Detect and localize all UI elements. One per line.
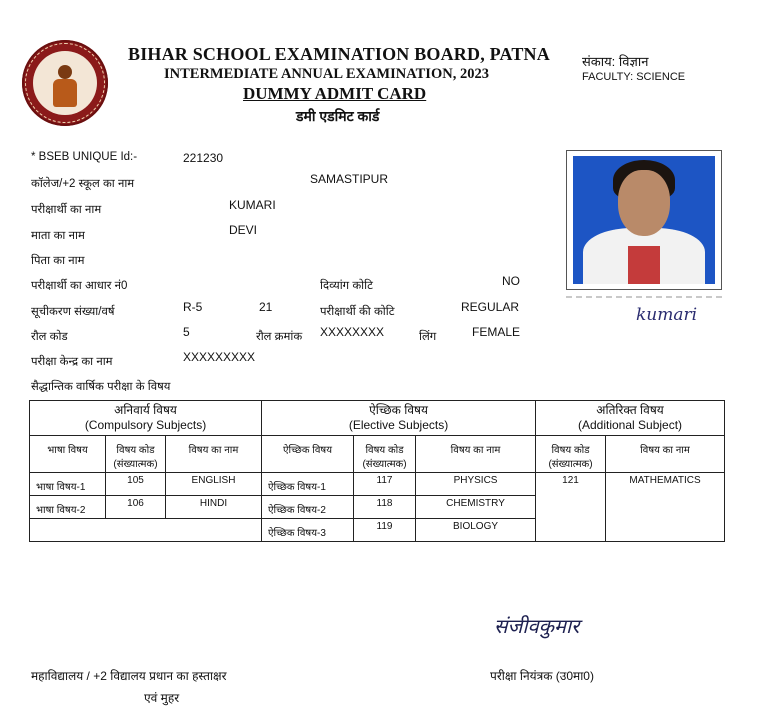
roll-number-label: रौल क्रमांक: [256, 331, 303, 343]
compulsory-group-header: अनिवार्य विषय (Compulsory Subjects): [30, 401, 262, 436]
logo-figure-head: [58, 65, 72, 79]
controller-signature: संजीवकुमार: [494, 614, 580, 638]
category-value: REGULAR: [461, 300, 520, 314]
additional-group-header: अतिरिक्त विषय (Additional Subject): [536, 401, 725, 436]
college-value: SAMASTIPUR: [310, 172, 389, 186]
college-label: कॉलेज/+2 स्कूल का नाम: [31, 178, 135, 190]
col-subject-name: विषय का नाम: [606, 436, 725, 473]
table-row: भाषा विषय-1 105 ENGLISH ऐच्छिक विषय-1 117 PHYSICS 121 MATHEMATICS: [30, 473, 725, 496]
mother-name-label: माता का नाम: [31, 230, 85, 242]
principal-signature-label: महाविद्यालय / +2 विद्यालय प्रधान का हस्ताक्षर: [31, 669, 227, 683]
registration-label: सूचीकरण संख्या/वर्ष: [31, 306, 115, 318]
col-subject-name: विषय का नाम: [416, 436, 536, 473]
col-subject-name: विषय का नाम: [166, 436, 262, 473]
candidate-photo: [566, 150, 722, 290]
principal-seal-label: एवं मुहर: [144, 691, 180, 705]
faculty-hindi: संकाय: विज्ञान: [582, 54, 649, 69]
subjects-heading: सैद्धान्तिक वार्षिक परीक्षा के विषय: [31, 381, 171, 393]
student-name-value: KUMARI: [229, 198, 276, 212]
father-name-label: पिता का नाम: [31, 255, 85, 267]
faculty-english: FACULTY: SCIENCE: [582, 71, 686, 83]
roll-code-label: रौल कोड: [31, 331, 68, 343]
registration-value-a: R-5: [183, 300, 203, 314]
gender-label: लिंग: [419, 331, 437, 343]
disability-value: NO: [502, 274, 520, 288]
col-elective-subject: ऐच्छिक विषय: [262, 436, 354, 473]
logo-figure-body: [53, 79, 77, 107]
registration-value-b: 21: [259, 300, 273, 314]
board-title: BIHAR SCHOOL EXAMINATION BOARD, PATNA: [128, 44, 550, 64]
unique-id-value: 221230: [183, 151, 224, 165]
bseb-logo: [22, 40, 108, 126]
roll-code-value: 5: [183, 325, 190, 339]
col-language-subject: भाषा विषय: [30, 436, 106, 473]
aadhar-label: परीक्षार्थी का आधार नं0: [31, 280, 128, 292]
centre-value: XXXXXXXXX: [183, 350, 256, 364]
student-name-label: परीक्षार्थी का नाम: [31, 204, 102, 216]
unique-id-label: * BSEB UNIQUE Id:-: [31, 151, 138, 163]
card-title-hindi: डमी एडमिट कार्ड: [296, 108, 380, 124]
col-subject-code: विषय कोड (संख्यात्मक): [106, 436, 166, 473]
gender-value: FEMALE: [472, 325, 521, 339]
disability-label: दिव्यांग कोटि: [320, 280, 373, 292]
exam-title: INTERMEDIATE ANNUAL EXAMINATION, 2023: [164, 66, 489, 82]
centre-label: परीक्षा केन्द्र का नाम: [31, 356, 113, 368]
col-subject-code: विषय कोड (संख्यात्मक): [536, 436, 606, 473]
elective-group-header: ऐच्छिक विषय (Elective Subjects): [262, 401, 536, 436]
mother-name-value: DEVI: [229, 223, 258, 237]
table-row: ऐच्छिक विषय-3 119 BIOLOGY: [30, 519, 725, 542]
additional-name: MATHEMATICS: [606, 473, 725, 542]
additional-code: 121: [536, 473, 606, 542]
controller-label: परीक्षा नियंत्रक (उ0मा0): [490, 669, 594, 683]
candidate-signature: kumari: [636, 305, 698, 325]
col-subject-code: विषय कोड (संख्यात्मक): [354, 436, 416, 473]
table-row: भाषा विषय-2 106 HINDI ऐच्छिक विषय-2 118 CHEMISTRY: [30, 496, 725, 519]
category-label: परीक्षार्थी की कोटि: [320, 306, 395, 318]
subjects-table: [29, 400, 725, 542]
roll-number-value: XXXXXXXX: [320, 325, 385, 339]
card-title: DUMMY ADMIT CARD: [243, 84, 427, 103]
